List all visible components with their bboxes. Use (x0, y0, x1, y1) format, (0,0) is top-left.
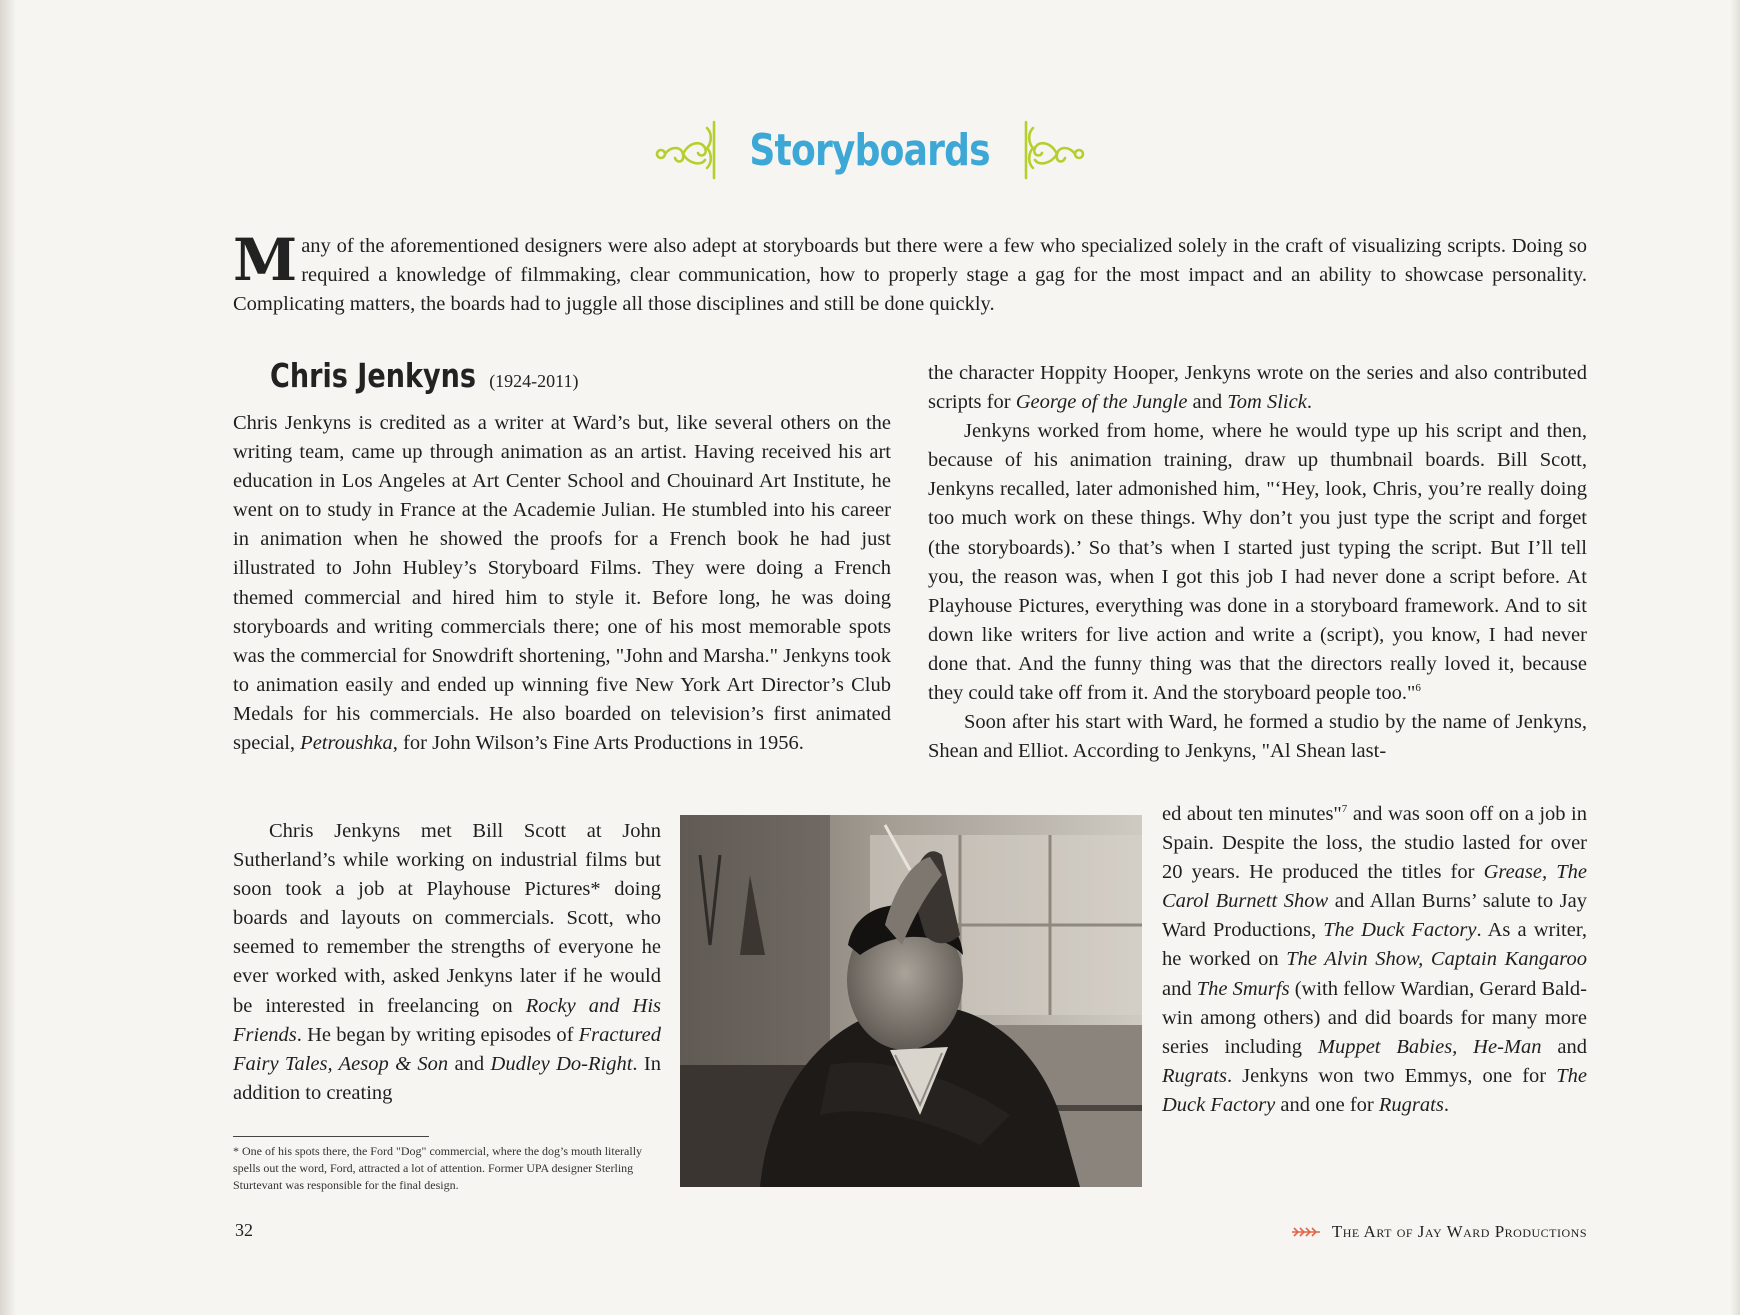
left-column-bottom (233, 817, 661, 1108)
paragraph: the character Hoppity Hooper, Jenkyns wrote on the series and also contributed scripts for George of the Jungle and Tom Slick. (928, 362, 1587, 414)
right-column-top (928, 359, 1587, 766)
arrow-icon (1292, 1222, 1322, 1242)
footnote-rule (233, 1136, 429, 1137)
paragraph: Chris Jenkyns is credited as a writer at Ward’s but, like several others on the writing team, came up through animation as an artist. Having received his art education in Los Angeles at Art Center School and Chouinard Art Institute, he went on to study in France at the Academie Julian. He stumbled into his career in animation when he showed the proofs for a French book he had just illustrated to John Hubley’s Storyboard Films. They were doing a French themed commercial and hired him to style it. Before long, he was doing storyboards and writing commercials there; one of his most memorable spots was the commercial for Snowdrift shortening, "John and Marsha." Jenkyns took to animation easily and ended up winning five New York Art Director’s Club Medals for his commercials. He also boarded on television’s first animated special, Petroushka, for John Wilson’s Fine Arts Productions in 1956. (233, 412, 891, 755)
intro-paragraph (233, 226, 1587, 319)
section-title: Storyboards (749, 124, 991, 176)
running-title: The Art of Jay Ward Productions (1331, 1222, 1587, 1241)
running-footer (1292, 1222, 1587, 1242)
page-gutter-shadow (0, 0, 16, 1315)
right-column-bottom (1162, 800, 1587, 1120)
footnote: * One of his spots there, the Ford "Dog" commercial, where the dog’s mouth literally spells out the word, Ford, attracted a lot of attention. Former UPA designer Sterling Sturtevant was responsible for the final design. (233, 1144, 643, 1192)
paragraph: ed about ten minutes"$^7$ and was soon off on a job in Spain. Despite the loss, the studio lasted for over 20 years. He produced the titles for Grease, The Carol Burnett Show and Allan Burns’ salute to Jay Ward Productions, The Duck Factory. As a writer, he worked on The Alvin Show, Captain Kangaroo and The Smurfs (with fellow Wardian, Gerard Baldwin among others) and did boards for many more series including Muppet Babies, He-Man and Rugrats. Jenkyns won two Emmys, one for The Duck Factory and one for Rugrats. (1162, 803, 1587, 1116)
page-edge-shadow (1730, 0, 1740, 1315)
article-heading (270, 356, 579, 395)
page-number: 32 (235, 1220, 253, 1240)
portrait-photo (680, 815, 1142, 1187)
left-column-top (233, 409, 891, 758)
article-name: Chris Jenkyns (270, 356, 476, 395)
paragraph: Jenkyns worked from home, where he would type up his script and then, because of his animation training, draw up thumbnail boards. Bill Scott, Jenkyns recalled, later admonished him, "‘Hey, look, Chris, you’re really doing too much work on these things. Why don’t you just type the script and forget (the storyboards).’ So that’s when I started just typing the script. But I’ll tell you, the reason was, when I got this job I had never done a script before. At Playhouse Pictures, everything was done in a storyboard framework. And to sit down like writers for live action and write a (script), you know, I had never done that. And the funny thing was that the directors really loved it, because they could take off from it. And the storyboard people too."$^6$ (928, 420, 1587, 705)
drop-cap: M (233, 226, 298, 294)
right-flourish-icon (1021, 118, 1087, 182)
intro-text: any of the aforementioned designers were also adept at storyboards but there were a few who specialized solely in the craft of visualizing scripts. Doing so required a knowledge of filmmaking, clear communication, how to properly stage a gag for the most impact and an ability to showcase personality. Complicating matters, the boards had to juggle all those disciplines and still be done quickly. (233, 235, 1587, 315)
paragraph: Chris Jenkyns met Bill Scott at John Sutherland’s while working on industrial films but soon took a job at Playhouse Pictures* doing boards and layouts on commercials. Scott, who seemed to remember the strengths of everyone he ever worked with, asked Jenkyns later if he would be interested in freelancing on Rocky and His Friends. He began by writing episodes of Fractured Fairy Tales, Aesop & Son and Dudley Do-Right. In addition to creating (233, 820, 662, 1104)
section-header (0, 118, 1740, 182)
paragraph: Soon after his start with Ward, he formed a studio by the name of Jenkyns, Shean and Elliot. According to Jenkyns, "Al Shean last- (928, 711, 1587, 763)
left-flourish-icon (653, 118, 719, 182)
article-dates: (1924-2011) (489, 371, 579, 391)
